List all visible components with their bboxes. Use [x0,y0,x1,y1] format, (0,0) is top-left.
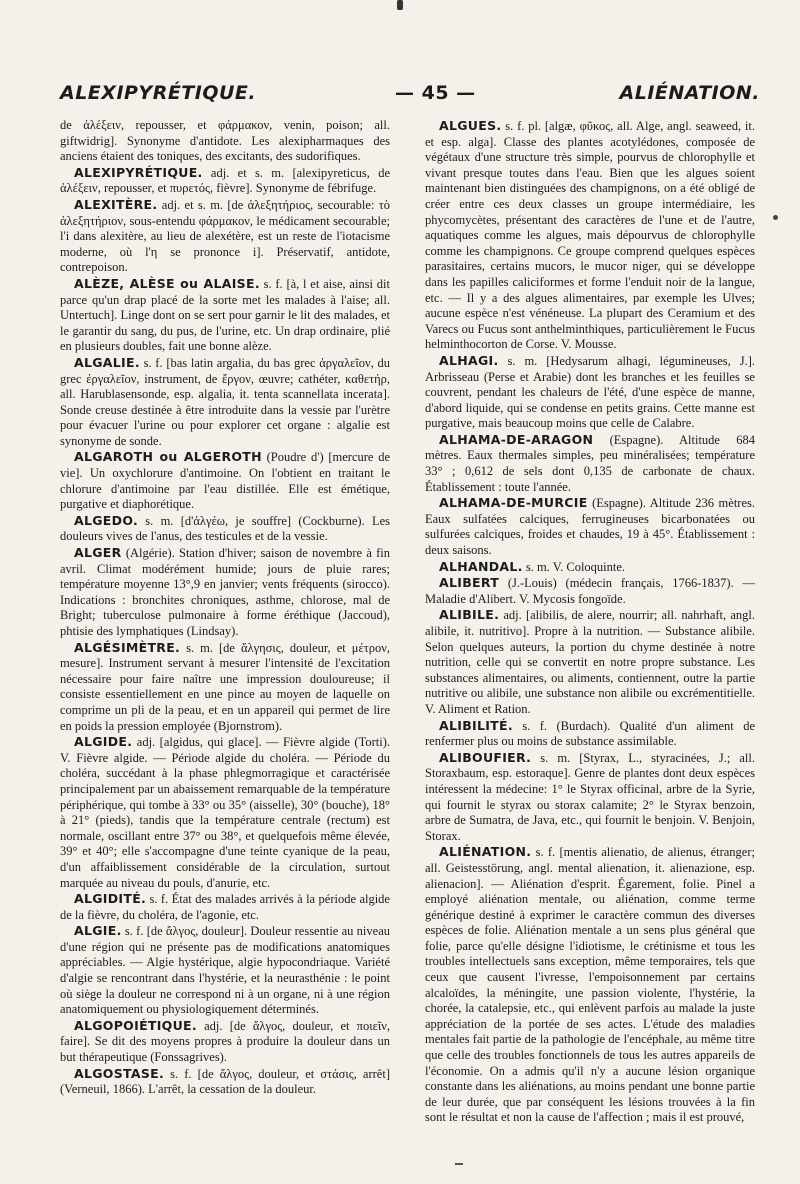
right-column [425,118,755,1126]
dictionary-entry [425,844,755,1126]
entry-headword: ALGIDITÉ. [74,891,147,907]
entry-text: (Espagne). Altitude 684 mètres. Eaux thermales simples, peu minéralisées; température 33° ; 0,612 de sels dont 0,135 de carbonate de chaux. Établissement : toute l'année. [425,432,755,494]
entry-headword: ALGÉSIMÈTRE. [74,639,181,655]
entry-text: adj. [alibilis, de alere, nourrir; all. nahrhaft, angl. alibile, it. nutritivo]. Propre à la nutrition. — Substance alibile. Selon quelques auteurs, la portion du chyme destinée à notre nutrition, celle qui se convertit en notre propre substance. Les substances alimentaires, ou aliments, contiennent, outre la partie nutritive ou alibile, une substance non alibile ou excrémentitielle. V. Aliment et Ration. [425,608,755,716]
entry-headword: ALGER [74,545,122,561]
entry-headword: ALGOPOIÉTIQUE. [74,1017,197,1033]
entry-text: (Algérie). Station d'hiver; saison de novembre à fin avril. Climat modérément humide; jours de pluie rares; température moyenne 13°,9 en janvier; vents fréquents (sirocco). Indications : bronchites chroniques, asthme, chlorose, mal de Bright; tuberculose pulmonaire à forme éréthique (Jaccoud), phtisie des lymphatiques (Lindsay). [60,546,390,638]
dictionary-entry [60,118,390,165]
dictionary-entry [425,432,755,495]
dictionary-entry [60,545,390,640]
entry-headword: ALHAGI. [439,352,499,368]
dictionary-entry [60,197,390,276]
entry-headword: ALGUES. [439,118,502,133]
entry-headword: ALIBERT [439,575,500,591]
dictionary-entry [425,353,755,432]
entry-text: (Poudre d') [mercure de vie]. Un oxychlorure d'antimoine. On l'obtient en traitant le chlorure d'antimoine par l'eau distillée. Elle est émétique, purgative et diaphorétique. [60,450,390,512]
dictionary-entry [425,607,755,717]
entry-headword: ALGAROTH ou ALGEROTH [74,449,262,465]
dictionary-entry [60,640,390,735]
entry-text: adj. et s. m. [alexipyreticus, de ἀλέξειν, repousser, et πυρετός, fièvre]. Synonyme de fébrifuge. [60,165,390,196]
entry-headword: ALEXITÈRE. [74,196,158,212]
dictionary-entry [60,165,390,197]
entry-headword: ALGIDE. [74,734,133,750]
dictionary-entry [60,734,390,891]
entry-headword: ALGEDO. [74,512,139,528]
dictionary-entry [60,276,390,355]
bottom-print-mark [455,1163,463,1165]
entry-text: s. f. État des malades arrivés à la période algide de la fièvre, du choléra, de l'agonie, etc. [60,892,390,922]
entry-headword: ALEXIPYRÉTIQUE. [74,164,203,180]
entry-text: s. m. [Styrax, L., styracinées, J.; all. Storaxbaum, esp. estoraque]. Genre de plantes dont deux espèces intéressent la médecine: 1° le Styrax officinal, arbre de la Syrie, qui fournit le styrax ou storax calamite; 2° le Styrax benzoin, arbre de Sumatra, de Java, etc., qui fournit le benjoin. V. Benjoin, Storax. [425,750,755,843]
entry-text: s. m. [de ἄλγησις, douleur, et μέτρον, mesure]. Instrument servant à mesurer l'intensité de l'excitation nécessaire pour faire naître une impression douloureuse; il consiste essentiellement en une pince au moyen de laquelle on comprime un pli de la peau, et en un appareil qui permet de lire en poids la pression employée (Bjornstrom). [60,640,390,733]
dictionary-entry [60,1018,390,1066]
page-number: — 45 — [395,82,476,104]
entry-text: s. f. pl. [algæ, φῦκος, all. Alge, angl. seaweed, it. et esp. alga]. Classe des plantes acotylédones, composée de végétaux d'une structure très simple, pourvus de chlorophylle et vivant presque toutes dans l'eau. Bien que les algues soient maintenant bien distinguées des champignons, on a été obligé de créer entre ces deux classes un groupe intermédiaire, les phycomycètes, présentant des caractères de l'une et de l'autre, aquatiques comme les algues, mais dépourvus de chlorophylle comme les champignons. Ce groupe comprend quelques espèces parasitaires, certains mucors, le mucor niger, qui se développe dans les papilles caliciformes et forme l'enduit noir de la langue, etc. — Il y a des algues alimentaires, par exemple les Ulves; aucune espèce n'est vénéneuse. La plupart des Ceramium et des Varecs ou Fucus sont anthelminthiques, particulièrement le Fucus helminthocorton de Corse. V. Mousse. [425,119,755,352]
entry-text: s. f. [mentis alienatio, de alienus, étranger; all. Geistesstörung, angl. mental alienation, it. alienazione, esp. alienacion]. — Aliénation d'esprit. Égarement, folie. Pinel a employé aliénation mentale, ou aliénation, comme terme générique destiné à exprimer le caractère commun des diverses espèces de folie. Aliénation mentale a un sens plus général que folie, parce qu'elle désigne l'idiotisme, le crétinisme et tous les troubles intellectuels sans exception, même temporaires, tels que ceux que causent l'ivresse, l'empoisonnement par certains alcaloïdes, la méningite, une passion violente, l'hystérie, la chorée, la catalepsie, etc., qui enlèvent parfois au malade la juste appréciation de la portée de ses actes. L'étude des maladies mentales fait partie de la pathologie de l'encéphale, au même titre que celle des troubles fonctionnels de tous les autres appareils de l'économie. On a admis qu'il n'y a aucune lésion organique constante dans les aliénations, au moins pendant une bonne partie de leur durée, que par conséquent les lésions trouvées à la fin sont le résultat et non la cause de l'affection ; mais il est prouvé, [425,845,755,1125]
entry-headword: ALIBOUFIER. [439,749,532,765]
entry-text: adj. [de ἄλγος, douleur, et ποιεῖν, faire]. Se dit des moyens propres à produire la douleur dans un but thérapeutique (Fonssagrives). [60,1018,390,1065]
dictionary-entry [60,1066,390,1098]
entry-text: adj. et s. m. [de ἀλεξητήριος, secourable: τὸ ἀλεξητήριον, sous-entendu φάρμακον, le médicament secourable; l'i dans alexitère, au lieu de alexétère, est un reste de l'iotacisme moderne, où l'η se prononce i]. Préservatif, antidote, contrepoison. [60,197,390,275]
entry-text: s. m. [Hedysarum alhagi, légumineuses, J.]. Arbrisseau (Perse et Arabie) dont les branches et les feuilles se couvrent, pendant les chaleurs de l'été, d'une espèce de manne, d'abord liquide, qui se condense en petits grains. Cette manne est purgative, mais beaucoup moins que celle de Calabre. [425,353,755,431]
entry-headword: ALHANDAL. [439,558,523,574]
entry-headword: ALGIE. [74,923,122,939]
margin-dot [773,215,778,220]
dictionary-entry [425,718,755,750]
entry-text: (J.-Louis) (médecin français, 1766-1837). — Maladie d'Alibert. V. Mycosis fongoïde. [425,576,755,606]
entry-text: adj. [algidus, qui glace]. — Fièvre algide (Torti). V. Fièvre algide. — Période algide du choléra. — Période du choléra, succédant à la phase phlegmorragique et caractérisée principalement par un abaissement remarquable de la température périphérique, qui tombe à 33° ou 35° (aisselle), 30° (bouche), 18° à 21° (pieds), tandis que la température centrale (rectum) est normale, oscillant entre 37° ou 38°, et quelquefois même élevée, 39° et 40°; elle s'accompagne d'une teinte cyanique de la peau, d'un affaiblissement considérable de la circulation, surtout marquée au niveau du pouls, d'anurie, etc. [60,735,390,890]
entry-text: s. f. [bas latin argalia, du bas grec ἀργαλεῖον, du grec ἐργαλεῖον, instrument, de ἔργον, œuvre; cathéter, καθετήρ, all. Harublasensonde, esp. algalia, it. tenta scannellata incerata]. Sonde creuse destinée à être introduite dans la vessie par l'urètre pour évacuer l'urine ou pour explorer cet organe : algalie est synonyme de sonde. [60,355,390,448]
header-right-guide-word: ALIÉNATION. [619,82,760,104]
dictionary-entry [60,513,390,545]
entry-text: s. m. V. Coloquinte. [522,559,626,574]
dictionary-entry [60,923,390,1018]
dictionary-entry [425,118,755,353]
dictionary-entry [425,559,755,576]
entry-text: s. f. [de ἄλγος, douleur]. Douleur ressentie au niveau d'une région qui ne présente pas de modifications anatomiques appréciables. — Algie hystérique, algie hypocondriaque. Variété d'algie se rencontrant dans l'hystérie, et la neurasthénie : le point où siège la douleur ne correspond ni à un organe, ni à une région anatomiquement ou physiologiquement déterminés. [60,924,390,1017]
entry-headword: ALÈZE, ALÈSE ou ALAISE. [74,275,260,291]
entry-text: s. m. [d'ἀλγέω, je souffre] (Cockburne). Les douleurs vives de l'anus, des testicules et de la vessie. [60,513,390,544]
entry-headword: ALGOSTASE. [74,1065,165,1081]
entry-text: (Espagne). Altitude 236 mètres. Eaux sulfatées calciques, ferrugineuses bicarbonatées ou sulfurées calciques, froides et chaudes, 19 à 45°. Établissement : deux saisons. [425,496,755,558]
entry-headword: ALHAMA-DE-ARAGON [439,431,594,447]
entry-headword: ALIBILE. [439,607,500,623]
entry-text: s. f. [à, l et aise, ainsi dit parce qu'un drap placé de la sorte met les malades à l'aise; all. Untertuch]. Linge dont on se sert pour garnir le lit des malades, et le garantir du sang, du pus, de l'urine, etc. Un drap ordinaire, plié en plusieurs doubles, fait une bonne alèze. [60,276,390,354]
entry-headword: ALIBILITÉ. [439,717,513,733]
entry-headword: ALIÉNATION. [439,844,532,860]
header-left-guide-word: ALEXIPYRÉTIQUE. [60,82,257,104]
entry-headword: ALGALIE. [74,354,140,370]
top-print-mark [397,0,403,10]
dictionary-entry [425,750,755,845]
entry-text: s. f. (Burdach). Qualité d'un aliment de renfermer plus ou moins de substance assimilable. [425,718,755,749]
entry-headword: ALHAMA-DE-MURCIE [439,495,588,511]
dictionary-entry [60,449,390,512]
running-header [60,82,760,112]
entry-text: de ἀλέξειν, repousser, et φάρμακον, venin, poison; all. giftwidrig]. Synonyme d'antidote. Les alexipharmaques des anciens étaient des toniques, des excitants, des sudorifiques. [60,118,390,164]
dictionary-entry [425,575,755,607]
entry-text: s. f. [de ἄλγος, douleur, et στάσις, arrêt] (Verneuil, 1866). L'arrêt, la cessation de la douleur. [60,1066,390,1097]
left-column [60,118,390,1098]
dictionary-entry [60,891,390,923]
dictionary-entry [60,355,390,450]
dictionary-entry [425,495,755,558]
